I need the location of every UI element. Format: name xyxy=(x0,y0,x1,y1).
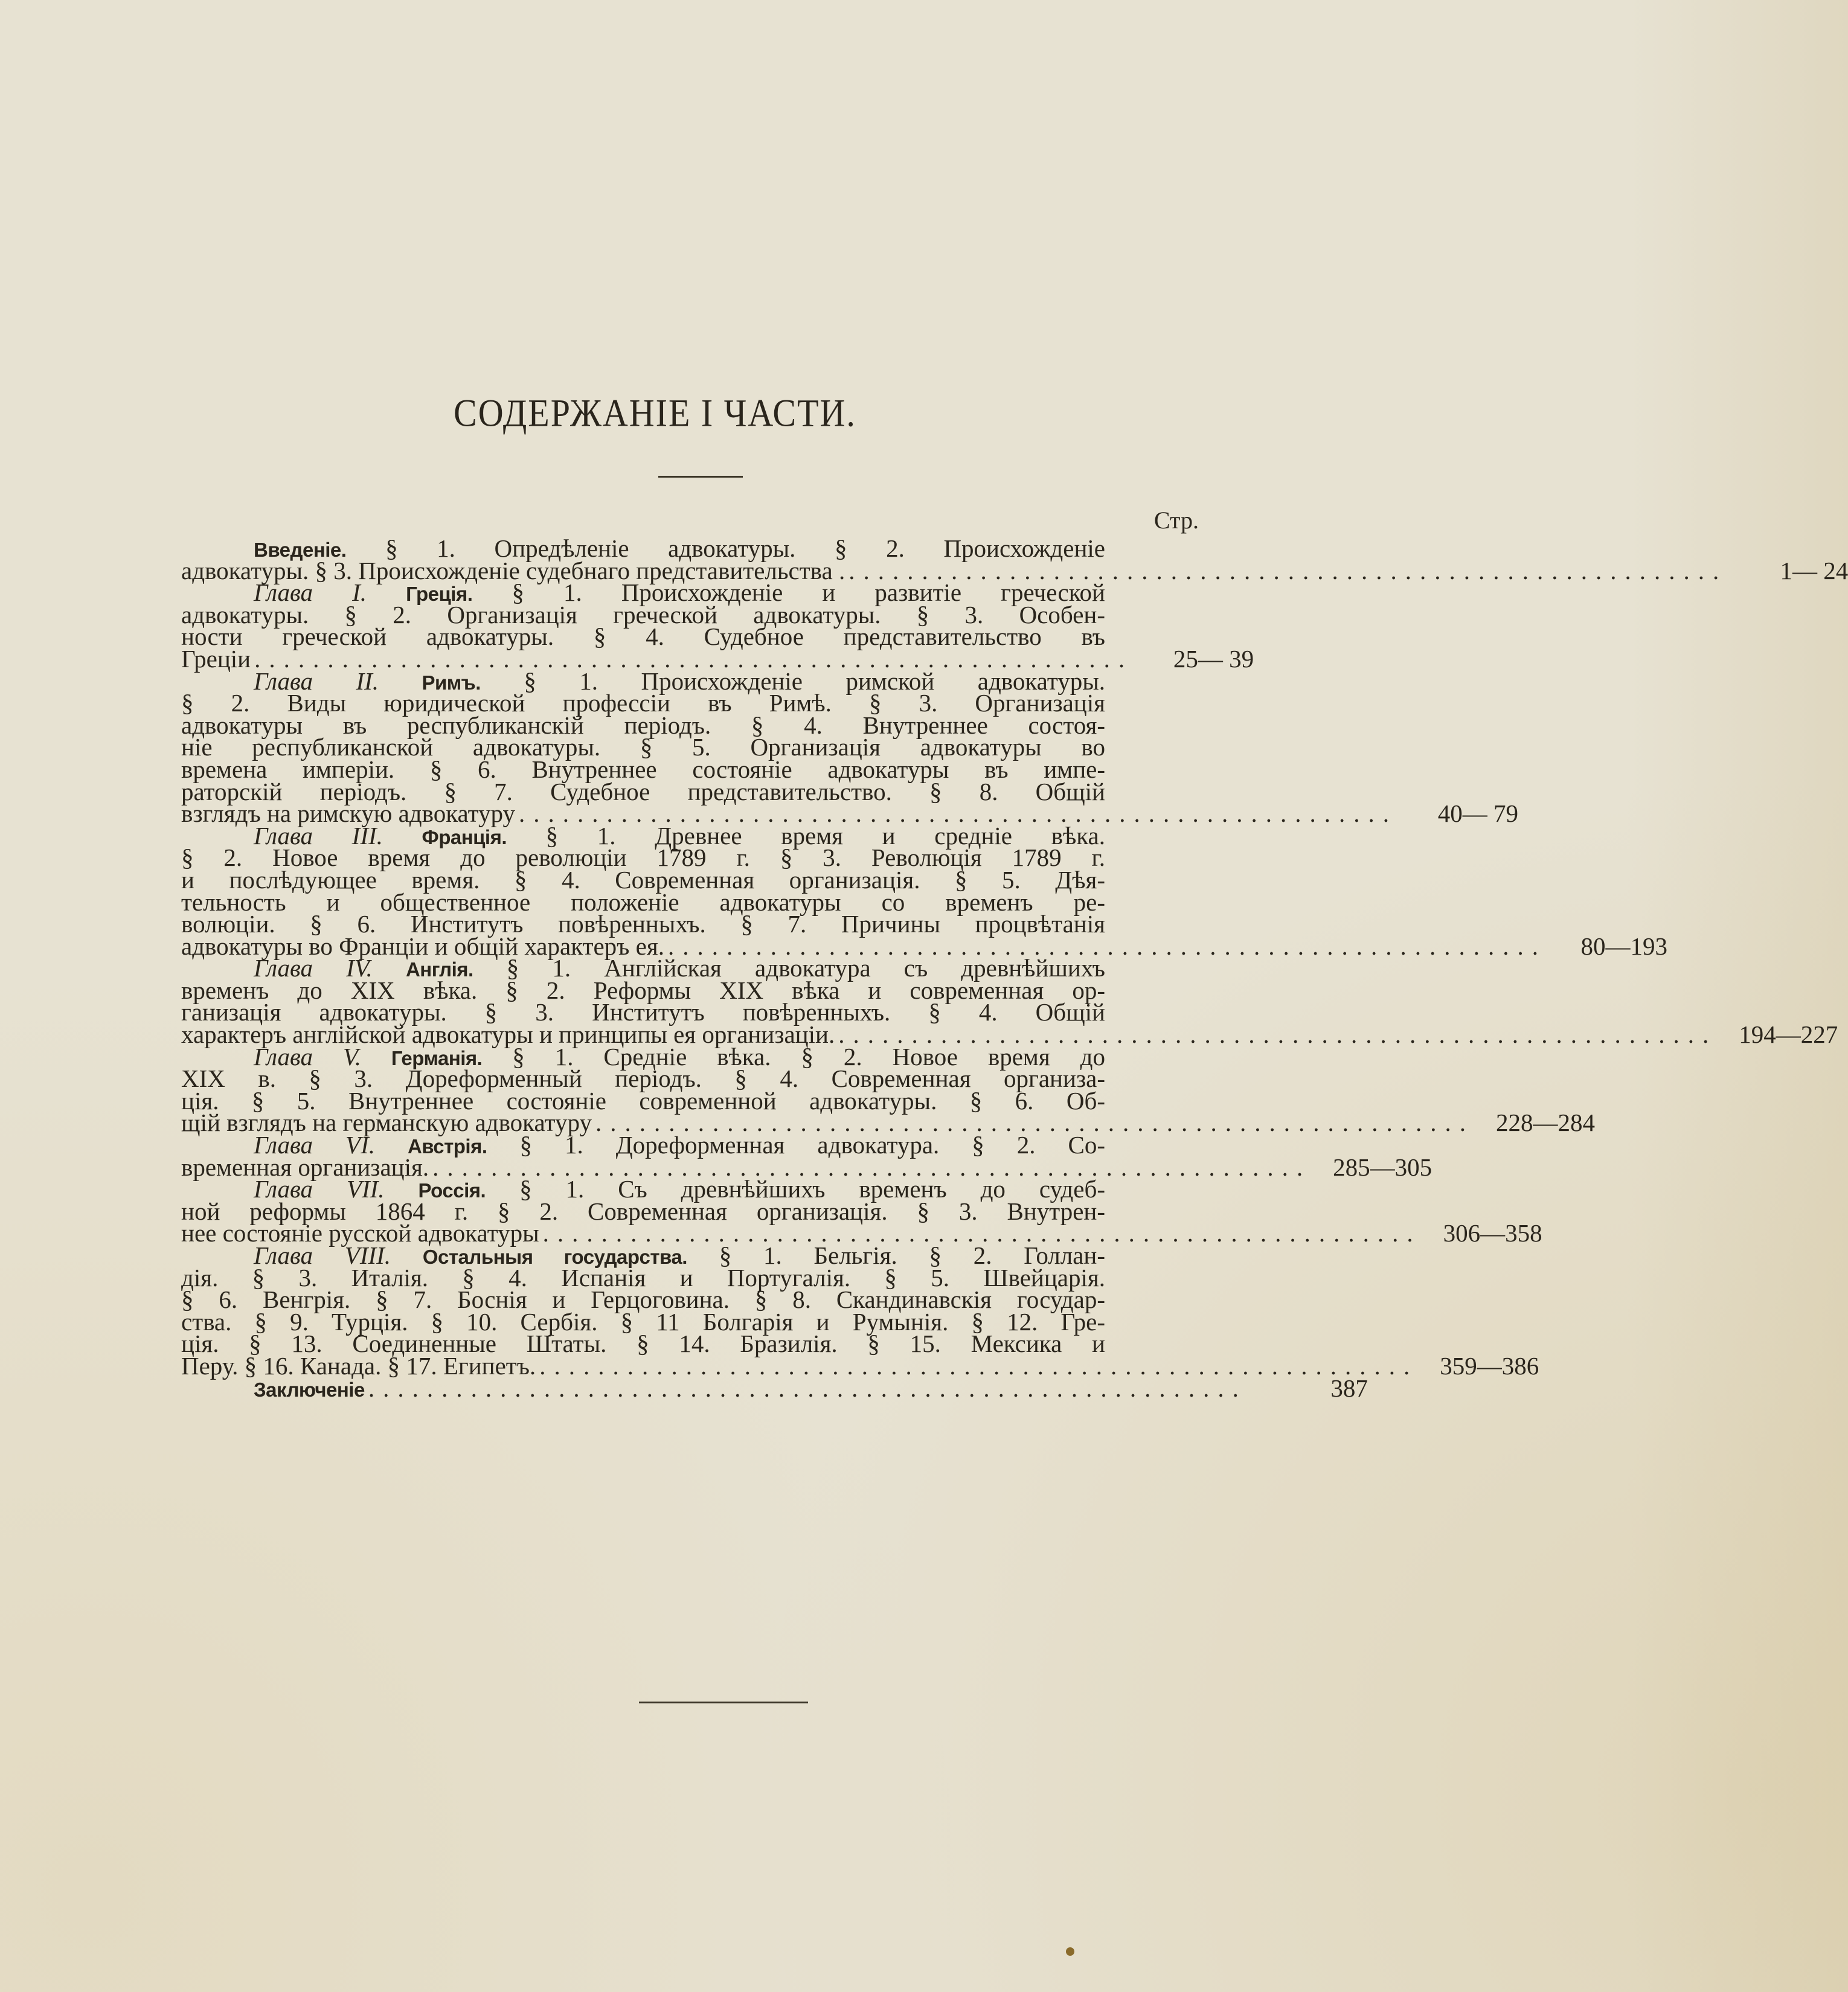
section-text: адвокатуры въ республиканскій періодъ. § 4. Внутреннее состоя- xyxy=(181,711,1105,739)
section-text: § 1. Бельгія. § 2. Голлан- xyxy=(687,1241,1105,1269)
section-text: волюціи. § 6. Институтъ повѣренныхъ. § 7. Причины процвѣтанія xyxy=(181,910,1105,938)
page-column-header: Стр. xyxy=(1153,507,1199,534)
section-text: дія. § 3. Италія. § 4. Испанія и Португалія. § 5. Швейцарія. xyxy=(181,1263,1105,1292)
toc-line-text xyxy=(181,644,251,673)
chapter-name: Англія. xyxy=(405,958,473,981)
section-text: ности греческой адвокатуры. § 4. Судебное представительство въ xyxy=(181,623,1105,651)
chapter-name: Заключеніе xyxy=(254,1378,365,1401)
title-divider xyxy=(658,476,743,478)
section-text: § 1. Англійская адвокатура съ древнѣйшихъ xyxy=(473,954,1106,982)
page-range: 40— 79 xyxy=(1437,799,1519,828)
chapter-label: Глава II. xyxy=(254,667,379,695)
page-range: 1— 24 xyxy=(1780,556,1848,584)
section-text: XIX в. § 3. Дореформенный періодъ. § 4. Современная организа- xyxy=(181,1065,1105,1093)
toc-entry xyxy=(181,1131,1433,1181)
page-range: 80—193 xyxy=(1580,932,1667,960)
section-text: Перу. § 16. Канада. § 17. Египетъ. xyxy=(181,1351,536,1380)
section-text: § 2. Виды юридической профессіи въ Римѣ. § 3. Организація xyxy=(181,689,1105,717)
section-text: адвокатуры во Франціи и общій характеръ ея. xyxy=(181,932,664,960)
dot-leader: ............................................................ xyxy=(519,799,1398,828)
bottom-divider xyxy=(639,1702,808,1703)
section-text: ганизація адвокатуры. § 3. Институтъ повѣренныхъ. § 4. Общій xyxy=(181,998,1105,1026)
toc-entry xyxy=(181,667,1519,828)
table-of-contents xyxy=(181,534,1848,1402)
toc-line xyxy=(181,1374,1368,1402)
dot-leader: ............................................................ xyxy=(368,1374,1247,1402)
toc-entry xyxy=(181,821,1667,960)
chapter-label: Глава III. xyxy=(254,821,383,850)
chapter-label: Глава VII. xyxy=(254,1175,385,1203)
chapter-name: Введеніе. xyxy=(254,539,347,561)
chapter-label: Глава VI. xyxy=(254,1131,375,1159)
toc-entry xyxy=(181,954,1838,1049)
section-text: временная организація. xyxy=(181,1153,429,1181)
toc-entry xyxy=(181,1175,1542,1247)
section-text: нее состояніе русской адвокатуры xyxy=(181,1219,539,1247)
chapter-name: Остальныя государства. xyxy=(422,1246,687,1268)
section-text: и послѣдующее время. § 4. Современная организація. § 5. Дѣя- xyxy=(181,865,1105,894)
chapter-name: Австрія. xyxy=(407,1135,487,1158)
page-range: 306—358 xyxy=(1443,1219,1542,1247)
section-text: ція. § 13. Соединенные Штаты. § 14. Бразилія. § 15. Мексика и xyxy=(181,1330,1105,1358)
toc-entry xyxy=(181,534,1848,584)
toc-entry xyxy=(181,1241,1539,1380)
dot-leader: ............................................................ xyxy=(539,1351,1419,1380)
dot-leader: ............................................................ xyxy=(254,644,1134,673)
page-range: 228—284 xyxy=(1495,1109,1595,1137)
chapter-label: Глава I. xyxy=(254,578,367,607)
section-text: § 6. Венгрія. § 7. Боснія и Герцоговина. § 8. Скандинавскія государ- xyxy=(181,1286,1105,1314)
section-text: § 1. Происхожденіе римской адвокатуры. xyxy=(480,667,1105,695)
section-text: ства. § 9. Турція. § 10. Сербія. § 11 Болгарія и Румынія. § 12. Гре- xyxy=(181,1307,1105,1336)
dot-leader: ............................................................ xyxy=(838,1020,1718,1049)
toc-entry xyxy=(181,1042,1595,1137)
chapter-name: Россія. xyxy=(418,1179,486,1202)
dot-leader: ............................................................ xyxy=(595,1109,1474,1137)
chapter-name: Римъ. xyxy=(422,671,481,694)
section-text: тельность и общественное положеніе адвокатуры со временъ ре- xyxy=(181,888,1105,916)
section-text: ніе республиканской адвокатуры. § 5. Организація адвокатуры во xyxy=(181,733,1105,761)
dot-leader: ............................................................ xyxy=(432,1153,1312,1181)
toc-entry xyxy=(181,578,1254,673)
dot-leader: ............................................................ xyxy=(667,932,1547,960)
chapter-label: Глава VIII. xyxy=(254,1241,391,1269)
section-text: § 1. Древнее время и средніе вѣка. xyxy=(507,821,1106,850)
section-text: адвокатуры. § 3. Происхожденіе судебнаго представительства . xyxy=(181,556,845,584)
section-text: § 1. Происхожденіе и развитіе греческой xyxy=(472,578,1105,607)
section-text: Греціи xyxy=(181,644,251,673)
section-text: временъ до XIX вѣка. § 2. Реформы XIX вѣка и современная ор- xyxy=(181,976,1105,1004)
section-text: § 1. Опредѣленіе адвокатуры. § 2. Происхожденіе xyxy=(346,534,1105,562)
section-text: § 1. Дореформенная адвокатура. § 2. Со- xyxy=(487,1131,1105,1159)
section-text: щій взглядъ на германскую адвокатуру xyxy=(181,1109,592,1137)
dot-leader: ............................................................ xyxy=(542,1219,1422,1247)
section-text: адвокатуры. § 2. Организація греческой адвокатуры. § 3. Особен- xyxy=(181,600,1105,629)
section-text: ной реформы 1864 г. § 2. Современная организація. § 3. Внутрен- xyxy=(181,1197,1105,1225)
chapter-label: Глава IV. xyxy=(254,954,373,982)
page-title: СОДЕРЖАНІЕ І ЧАСТИ. xyxy=(454,391,856,435)
chapter-label: Глава V. xyxy=(254,1042,361,1071)
section-text: характеръ англійской адвокатуры и принципы ея организаціи. xyxy=(181,1020,835,1049)
paper-stain xyxy=(1066,1947,1074,1956)
chapter-name: Германія. xyxy=(391,1046,483,1069)
section-text: § 1. Средніе вѣка. § 2. Новое время до xyxy=(482,1042,1105,1071)
section-text: § 1. Съ древнѣйшихъ временъ до судеб- xyxy=(486,1175,1106,1203)
page-range: 285—305 xyxy=(1333,1153,1433,1181)
section-text: взглядъ на римскую адвокатуру xyxy=(181,799,516,828)
page-range: 359—386 xyxy=(1440,1351,1539,1380)
section-text: ція. § 5. Внутреннее состояніе современной адвокатуры. § 6. Об- xyxy=(181,1086,1105,1115)
section-text: времена имперіи. § 6. Внутреннее состояніе адвокатуры въ импе- xyxy=(181,755,1105,783)
page-range: 387 xyxy=(1330,1374,1368,1402)
toc-line-text xyxy=(181,1377,365,1401)
section-text: § 2. Новое время до революціи 1789 г. § 3. Революція 1789 г. xyxy=(181,844,1105,872)
page-range: 25— 39 xyxy=(1173,644,1254,673)
toc-entry xyxy=(181,1374,1368,1402)
chapter-name: Греція. xyxy=(406,583,473,606)
dot-leader: ............................................................ xyxy=(849,556,1728,584)
chapter-name: Франція. xyxy=(422,825,507,848)
page-range: 194—227 xyxy=(1739,1020,1838,1049)
section-text: раторскій періодъ. § 7. Судебное представительство. § 8. Общій xyxy=(181,777,1105,805)
